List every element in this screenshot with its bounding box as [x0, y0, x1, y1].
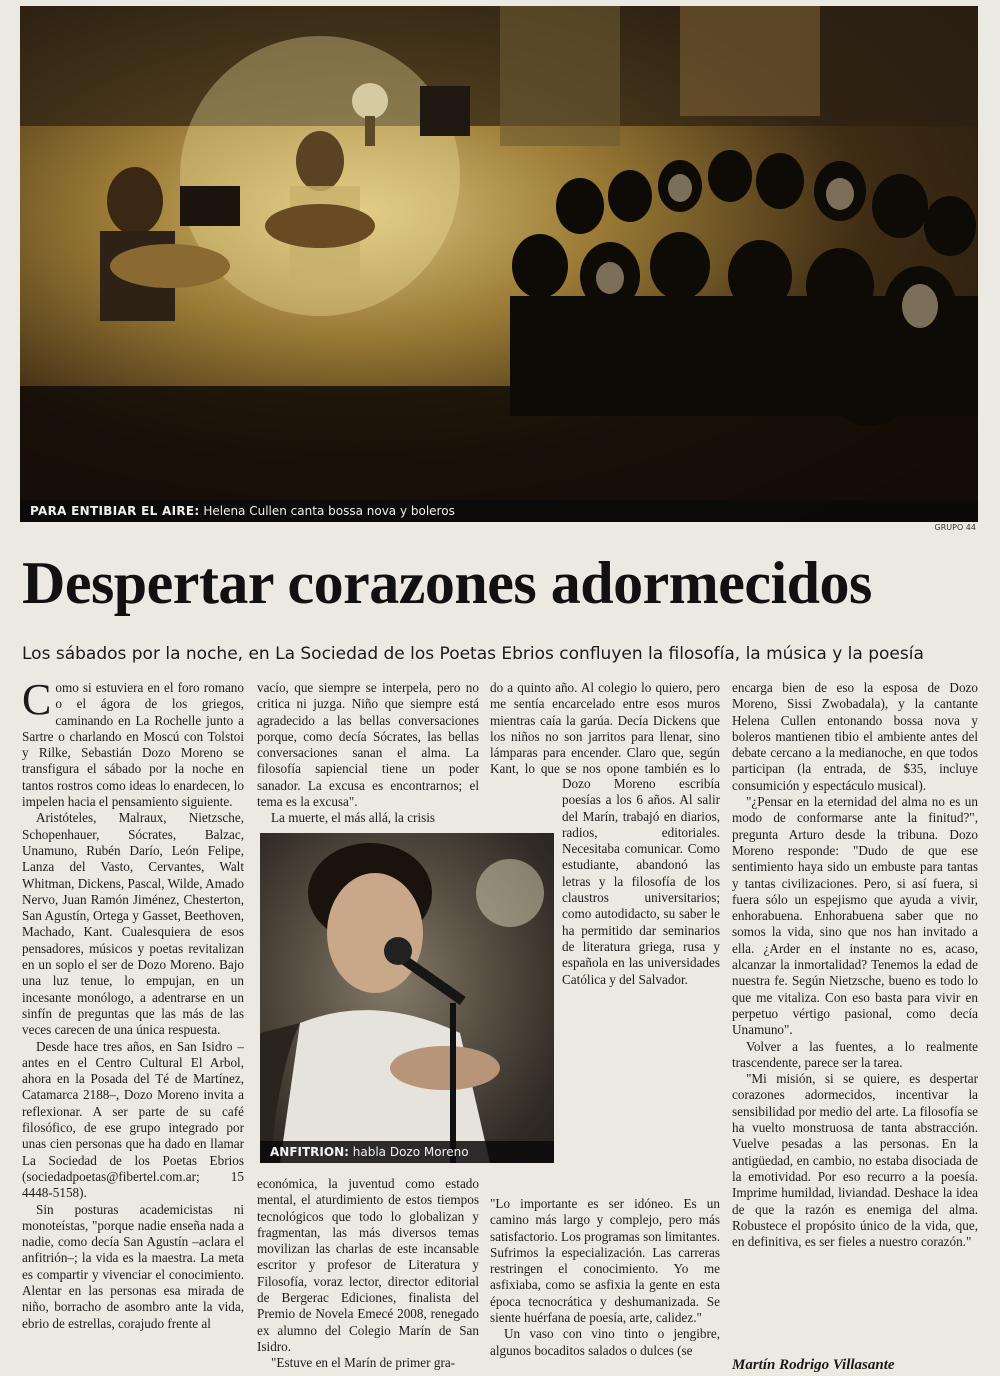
host-caption-lead: ANFITRION: — [270, 1145, 349, 1159]
concert-photo-illustration — [20, 6, 978, 522]
paragraph: Aristóteles, Malraux, Nietzsche, Schopenhauer, Sócrates, Balzac, Unamuno, Rubén Darío, León Felipe, Lanza del Vasto, Cervantes, Walt Whitman, Dickens, Pascal, Wilde, Amado Nervo, Juan Ramón Jiménez, Chesterton, San Agustín, Ortega y Gasset, Beethoven, Machado, Kant. Cualesquiera de esos pensadores, músicos y poetas revitalizan en un soplo el ser de Dozo Moreno. Bajo una luz tenue, lo empujan, en un incesante monólogo, a adentrarse en un sinfín de preguntas que las más de las veces carecen de una única respuesta. — [22, 810, 244, 1038]
article-column-3-middle — [562, 776, 720, 1196]
paragraph: La muerte, el más allá, la crisis — [271, 810, 436, 826]
byline: Martín Rodrigo Villasante — [732, 1357, 895, 1373]
paragraph: económica, la juventud como estado mental, el aturdimiento de estos tiempos tecnológicos que todo lo globalizan y fragmentan, las más diversos temas movilizan las charlas de este incansable escritor y profesor de Literatura y Filosofía, voraz lector, director editorial de Bergerac Ediciones, finalista del Premio de Novela Emecé 2008, renegado ex alumno del Colegio Marín de San Isidro. — [257, 1176, 479, 1354]
host-photo-caption — [260, 1141, 554, 1163]
article-column-3-bottom — [490, 1196, 720, 1376]
article-column-1 — [22, 680, 244, 1376]
paragraph: Dozo Moreno escribía poesías a los 6 años. Al salir del Marín, trabajó en diarios, radios, editoriales. Necesitaba comunicar. Como estudiante, abandonó las letras y la filosofía de los claustros universitarios; como autodidacto, su saber le ha permitido dar seminarios de literatura griega, rusa y española en las universidades Católica y del Salvador. — [562, 776, 720, 987]
paragraph: "¿Pensar en la eternidad del alma no es un modo de conformarse ante la finitud?", pregunta Arturo desde la tribuna. Dozo Moreno responde: "Dudo de que ese sentimiento haya sido un embuste para tantas y tantas civilizaciones. Pero, si así fuera, si fuera sólo un espejismo que ayuda a vivir, enhorabuena. Enhorabuena saber que no somos la vida, sino que nos han invitado a ella. ¿Arder en el instante no es, acaso, alcanzar la inmortalidad? Tenemos la edad de nuestra fe. Según Nietzsche, bueno es todo lo que me vitaliza. Con eso basta para vivir en perpetuo vértigo pasional, como decía Unamuno". — [732, 794, 978, 1038]
paragraph: vacío, que siempre se interpela, pero no critica ni juzga. Niño que siempre está agradecido a las bellas conversaciones porque, como decía Sócrates, las bellas conversaciones sanan el alma. La filosofía sapiencial tiene un poder sanador. La excusa es encontrarnos; el tema es la excusa". — [257, 680, 479, 810]
paragraph: Sin posturas academicistas ni monoteístas, "porque nadie enseña nada a nadie, como decía San Agustín –aclara el anfitrión–; la vida es la maestra. La meta es compartir y vivenciar el conocimiento. Alentar en las personas esa mirada de niño, borracho de asombro ante la vida, ebrio de estrellas, corajudo frente al — [22, 1201, 244, 1331]
paragraph: "Estuve en el Marín de primer gra- — [271, 1355, 456, 1371]
article-column-2-bottom — [257, 1176, 479, 1376]
concert-photo — [20, 6, 978, 522]
headline: Despertar corazones adormecidos — [22, 550, 872, 616]
host-caption-text: habla Dozo Moreno — [348, 1145, 469, 1159]
article-column-3-top — [490, 680, 720, 776]
drop-cap: C — [22, 680, 52, 724]
photo-caption-lead: PARA ENTIBIAR EL AIRE: — [30, 504, 200, 518]
article-column-2-top — [257, 680, 479, 826]
paragraph: Volver a las fuentes, a lo realmente trascendente, parece ser la tarea. — [732, 1038, 978, 1070]
paragraph: encarga bien de eso la esposa de Dozo Moreno, Sissi Zwobadala), y la cantante Helena Cullen entonando bossa nova y boleros mantienen tibio el ambiente antes del debate cercano a la medianoche, en que todos participan (la entrada, de $35, incluye consumición y espectáculo musical). — [732, 680, 978, 793]
paragraph: do a quinto año. Al colegio lo quiero, pero me sentía encarcelado entre esos muros mientras caía la garúa. Decía Dickens que los niños no son jarritos para llenar, sino lámparas para encender. Claro que, según Kant, lo que se nos opone también es lo — [490, 680, 720, 776]
photo-caption-text: Helena Cullen canta bossa nova y boleros — [199, 504, 455, 518]
paragraph: "Mi misión, si se quiere, es despertar corazones adormecidos, incentivar la sensibilidad por medio del arte. La filosofía se ha vuelto monstruosa de tanta abstracción. Vuelve pesadas a las personas. En la antigüedad, en cambio, no estaba disociada de la emotividad. Por eso recurro a la poesía. Imprime humildad, liviandad. Deshace la idea de que la razón es enemiga del alma. Robustece el propósito único de la vida, que, en definitiva, es ser fieles a nuestro corazón." — [732, 1071, 978, 1250]
host-photo — [257, 830, 557, 1166]
host-photo-illustration — [260, 833, 554, 1163]
paragraph — [22, 680, 244, 810]
paragraph: Desde hace tres años, en San Isidro –antes en el Centro Cultural El Arbol, ahora en la Posada del Té de Martínez, Catamarca 2188–, Dozo Moreno invita a reflexionar. A ser parte de su café filosófico, de ese grupo integrado por unas cien personas que ha dado en llamar La Sociedad de los Poetas Ebrios (sociedadpoetas@fibertel.com.ar; 15 4448-5158). — [22, 1038, 244, 1201]
photo-credit: GRUPO 44 — [934, 523, 976, 532]
paragraph: Un vaso con vino tinto o jengibre, algunos bocaditos salados o dulces (se — [490, 1326, 720, 1358]
paragraph: "Lo importante es ser idóneo. Es un camino más largo y complejo, pero más satisfactorio. Los programas son limitantes. Sufrimos la especialización. Las carreras restringen el conocimiento. Yo me asfixiaba, como se asfixia la gente en esta época tecnocrática y deshumanizada. Se siente huérfana de poesía, arte, calidez." — [490, 1196, 720, 1326]
photo-caption — [20, 500, 978, 522]
subheadline: Los sábados por la noche, en La Sociedad de los Poetas Ebrios confluyen la filosofía, la música y la poesía — [22, 644, 924, 664]
article-column-4 — [732, 680, 978, 1376]
paragraph-text: omo si estuviera en el foro romano o el ágora de los griegos, caminando en La Rochelle junto a Sartre o charlando en Moscú con Tolstoi y Rilke, Sebastián Dozo Moreno se transfigura el sábado por la noche en tantos rostros como ideas lo enardecen, lo impelen hacia el pensamiento siguiente. — [22, 680, 244, 810]
